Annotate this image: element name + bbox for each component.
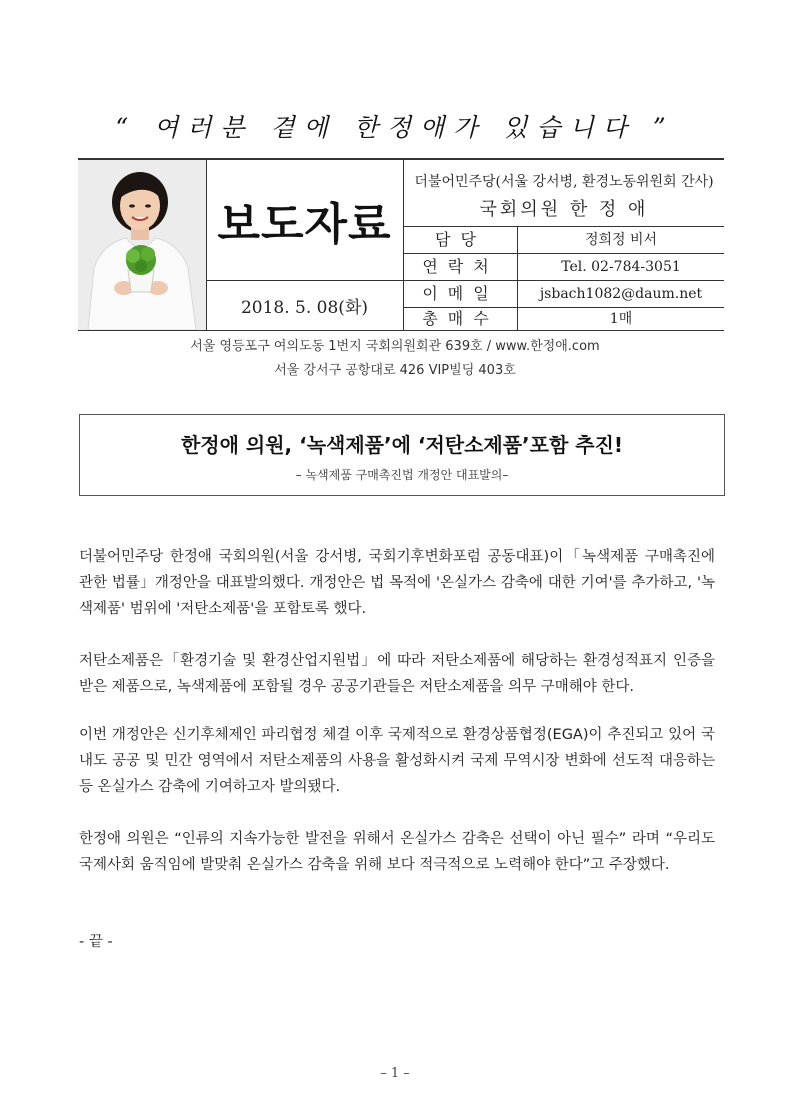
member-photo [78, 160, 207, 330]
press-release-header [78, 158, 724, 331]
release-date-cell [206, 281, 404, 330]
contact-row-pages [404, 308, 724, 330]
press-release-title-cell [206, 160, 404, 281]
release-date: 2018. 5. 08(화) [240, 298, 368, 318]
member-name: 국회의원 한 정 애 [479, 199, 649, 220]
headline-box [79, 414, 725, 496]
contact-label: 연락처 [404, 254, 518, 280]
contact-value: Tel. 02-784-3051 [561, 259, 681, 275]
end-mark: - 끝 - [79, 934, 113, 950]
contact-row-email [404, 281, 724, 308]
headline-title: 한정애 의원, ‘녹색제품’에 ‘저탄소제품’포함 추진! [180, 433, 624, 457]
party-affiliation: 더불어민주당(서울 강서병, 환경노동위원회 간사) [414, 174, 714, 190]
contact-row-manager [404, 227, 724, 254]
contact-label: 이메일 [404, 281, 518, 307]
contact-value: 정희정 비서 [584, 232, 658, 248]
contact-value: 1매 [609, 311, 633, 327]
body-paragraph-4: 한정애 의원은 “인류의 지속가능한 발전을 위해서 온실가스 감축은 선택이 아닌 필수” 라며 “우리도 국제사회 움직임에 발맞춰 온실가스 감축을 위해 보다 적극적으로 노력해야 한다”고 주장했다. [79, 831, 715, 873]
body-paragraph-3: 이번 개정안은 신기후체제인 파리협정 체결 이후 국제적으로 환경상품협정(EGA)이 추진되고 있어 국내도 공공 및 민간 영역에서 저탄소제품의 사용을 활성화시켜 국제 무역시장 변화에 선도적 대응하는 등 온실가스 감축에 기여하고자 발의됐다. [79, 727, 715, 795]
member-portrait-image [78, 160, 206, 330]
body-paragraph-2: 저탄소제품은「환경기술 및 환경산업지원법」에 따라 저탄소제품에 해당하는 환경성적표지 인증을 받은 제품으로, 녹색제품에 포함될 경우 공공기관들은 저탄소제품을 의무 구매해야 한다. [79, 653, 715, 695]
office-address-line1: 서울 영등포구 여의도동 1번지 국회의원회관 639호 / www.한정애.com [190, 339, 600, 354]
contact-label: 총매수 [404, 308, 518, 330]
contact-row-phone [404, 254, 724, 281]
press-release-title: 보도자료 [217, 199, 392, 250]
office-address-line2: 서울 강서구 공항대로 426 VIP빌딩 403호 [274, 363, 516, 378]
page-number: – 1 – [380, 1066, 410, 1081]
contact-value[interactable]: jsbach1082@daum.net [539, 286, 703, 302]
headline-subtitle: – 녹색제품 구매촉진법 개정안 대표발의– [295, 468, 509, 482]
member-info [404, 160, 724, 227]
body-paragraph-1: 더불어민주당 한정애 국회의원(서울 강서병, 국회기후변화포럼 공동대표)이「녹색제품 구매촉진에 관한 법률」개정안을 대표발의했다. 개정안은 법 목적에 '온실가스 감축에 대한 기여'를 추가하고, '녹색제품' 범위에 '저탄소제품'을 포함토록 했다. [79, 549, 715, 617]
contact-label: 담당 [404, 227, 518, 253]
slogan: “ 여러분 곁에 한정애가 있습니다 ” [115, 113, 675, 142]
